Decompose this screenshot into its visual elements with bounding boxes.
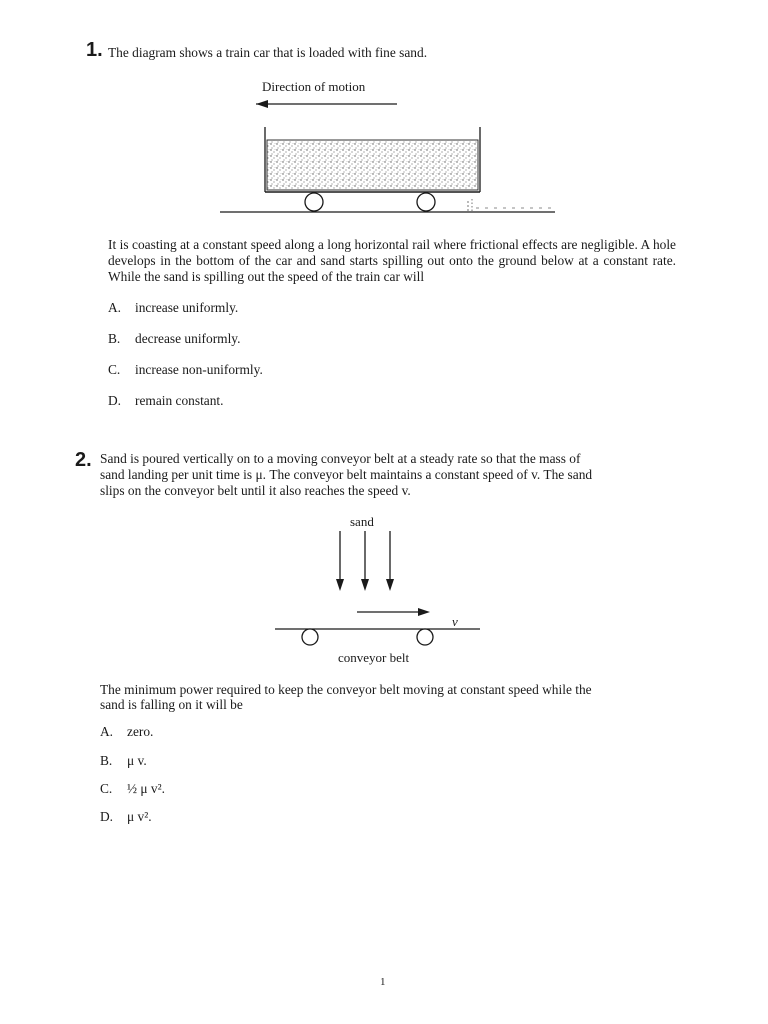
option-text: remain constant. [135,393,224,408]
direction-arrowhead [256,100,268,108]
sand-load [267,140,478,190]
q2-option-c[interactable] [100,781,165,797]
option-text: decrease uniformly. [135,331,241,346]
question-1-number: 1. [86,39,103,61]
q2-option-b[interactable] [100,753,147,769]
option-text: increase non-uniformly. [135,362,263,377]
q2-option-d[interactable] [100,809,152,825]
speed-v-label: v [452,614,458,629]
option-letter: D. [108,393,122,408]
option-text: μ v. [127,753,147,768]
option-text: increase uniformly. [135,300,239,315]
train-wheel-left [305,193,323,211]
option-text: zero. [127,724,154,739]
option-letter: C. [100,781,113,796]
roller-left [302,629,318,645]
option-letter: C. [108,362,121,377]
conveyor-belt-figure [270,528,485,650]
q1-option-c[interactable] [108,362,263,378]
roller-right [417,629,433,645]
option-text: μ v². [127,809,152,824]
option-letter: A. [108,300,122,315]
option-letter: B. [108,331,121,346]
sand-label: sand [350,514,374,529]
question-2-intro-line-2: sand landing per unit time is μ. The conveyor belt maintains a constant speed of v. The sand [100,467,593,482]
question-2-body-line-2: sand is falling on it will be [100,697,243,712]
question-2-number: 2. [75,449,92,471]
question-2-body-line-1: The minimum power required to keep the conveyor belt moving at constant speed while the [100,682,592,697]
option-letter: A. [100,724,114,739]
option-text: ½ μ v². [127,781,165,796]
question-2-intro-line-1: Sand is poured vertically on to a moving conveyor belt at a steady rate so that the mass of [100,451,581,466]
train-wheel-right [417,193,435,211]
train-car-figure [210,95,560,220]
q1-option-a[interactable] [108,300,238,316]
conveyor-belt-label: conveyor belt [338,650,410,665]
question-2-intro-line-3: slips on the conveyor belt until it also reaches the speed v. [100,483,411,498]
option-letter: D. [100,809,114,824]
question-1-intro: The diagram shows a train car that is loaded with fine sand. [108,45,428,60]
q2-option-a[interactable] [100,724,153,740]
page-number: 1 [380,976,386,988]
option-letter: B. [100,753,113,768]
q1-option-b[interactable] [108,331,240,347]
q1-option-d[interactable] [108,393,224,409]
question-1-body: It is coasting at a constant speed along a long horizontal rail where frictional effects are negligible. A hole develops in the bottom of the car and sand starts spilling out onto the ground below at a constant rate. While the sand is spilling out the speed of the train car will [108,237,676,284]
direction-of-motion-label: Direction of motion [262,79,366,94]
